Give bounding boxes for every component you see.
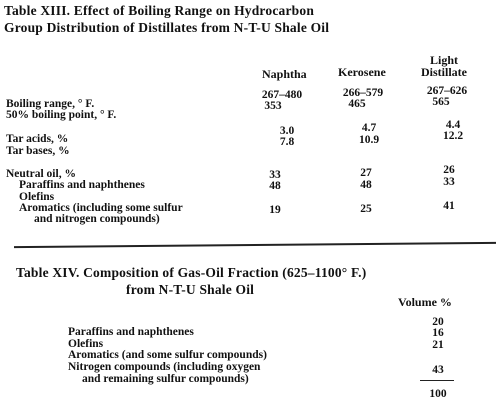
table-13-title-line-1: Table XIII. Effect of Boiling Range on Hydrocarbon (4, 3, 315, 18)
cell-kerosene-aromatics: 25 (360, 203, 372, 215)
column-header-naphtha: Naphtha (262, 67, 307, 81)
table-13-title-line-2: Group Distribution of Distillates from N-T-U Shale Oil (4, 20, 330, 35)
cell-volume-nitrogen: 43 (432, 364, 444, 376)
cell-light-tar-acids: 4.4 (445, 119, 461, 131)
cell-light-paraffins: 33 (443, 176, 455, 188)
cell-light-aromatics: 41 (443, 200, 455, 212)
t14-label-nitrogen-line-1: Nitrogen compounds (including oxygen (68, 361, 261, 373)
cell-volume-paraffins: 16 (432, 327, 444, 339)
cell-kerosene-tar-bases: 10.9 (358, 134, 380, 146)
cell-kerosene-50pct: 465 (348, 98, 366, 110)
t14-label-paraffins: Paraffins and naphthenes (68, 326, 194, 338)
row-label-tar-acids: Tar acids, % (6, 133, 69, 145)
cell-kerosene-paraffins: 48 (360, 179, 372, 191)
table-divider-rule (14, 242, 496, 248)
column-header-light-line-2: Distillate (421, 65, 467, 79)
row-label-aromatics-line-1: Aromatics (including some sulfur (19, 202, 183, 214)
column-header-volume: Volume % (398, 295, 452, 309)
cell-volume-first: 20 (432, 316, 444, 328)
cell-naphtha-aromatics: 19 (269, 204, 281, 216)
cell-volume-total: 100 (429, 388, 447, 400)
cell-light-50pct: 565 (432, 96, 450, 108)
cell-naphtha-tar-bases: 7.8 (279, 136, 295, 148)
cell-light-boiling-range: 267–626 (426, 85, 468, 97)
t14-label-nitrogen-line-2: and remaining sulfur compounds) (82, 373, 249, 385)
cell-naphtha-50pct: 353 (264, 100, 282, 112)
cell-light-tar-bases: 12.2 (442, 130, 464, 142)
table-14-title-line-2: from N-T-U Shale Oil (126, 282, 255, 297)
cell-volume-olefins: 21 (432, 339, 444, 351)
row-label-50-boiling-point: 50% boiling point, ° F. (6, 109, 117, 121)
cell-kerosene-boiling-range: 266–579 (342, 87, 384, 99)
row-label-neutral-oil: Neutral oil, % (6, 168, 76, 180)
column-header-kerosene: Kerosene (338, 65, 386, 79)
row-label-aromatics-line-2: and nitrogen compounds) (34, 213, 160, 225)
cell-naphtha-neutral-oil: 33 (269, 169, 281, 181)
column-header-light-line-1: Light (429, 53, 458, 67)
cell-naphtha-boiling-range: 267–480 (261, 89, 303, 101)
row-label-olefins: Olefins (19, 191, 55, 203)
cell-kerosene-neutral-oil: 27 (360, 167, 372, 179)
row-label-paraffins: Paraffins and naphthenes (19, 179, 145, 191)
cell-kerosene-tar-acids: 4.7 (361, 122, 377, 134)
total-rule (420, 380, 454, 381)
cell-naphtha-paraffins: 48 (269, 180, 281, 192)
row-label-tar-bases: Tar bases, % (6, 145, 70, 157)
cell-naphtha-tar-acids: 3.0 (279, 125, 295, 137)
t14-label-aromatics: Aromatics (and some sulfur compounds) (68, 349, 267, 361)
t14-label-olefins: Olefins (68, 338, 104, 350)
row-label-boiling-range: Boiling range, ° F. (6, 98, 95, 110)
table-14-title-line-1: Table XIV. Composition of Gas-Oil Fraction (625–1100° F.) (16, 265, 367, 280)
cell-light-neutral-oil: 26 (443, 164, 455, 176)
